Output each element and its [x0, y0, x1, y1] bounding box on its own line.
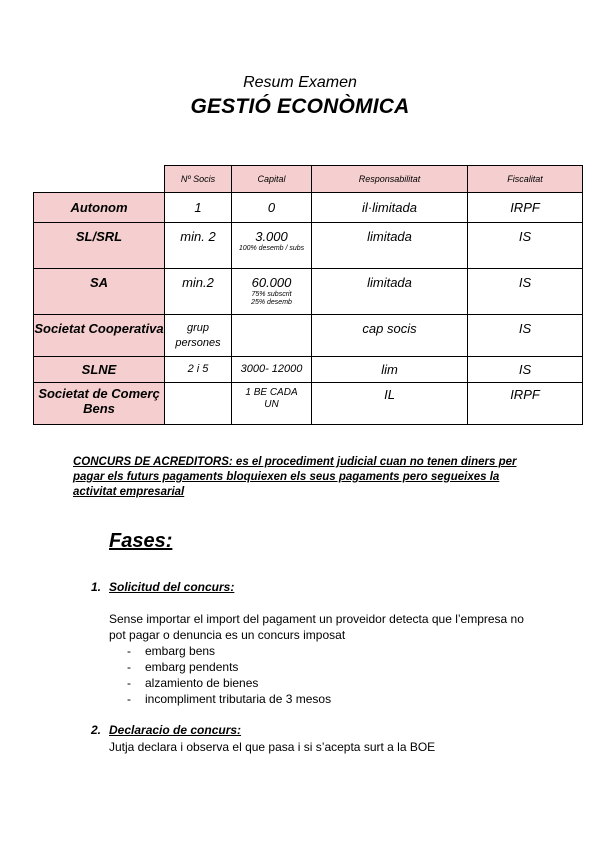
- step-1-bullets: [127, 643, 331, 707]
- row-header: SLNE: [34, 357, 165, 383]
- concurs-definition: CONCURS DE ACREDITORS: es el procediment judicial cuan no tenen diners per pagar els futurs pagaments bloquiexen els seus pagaments pero segueixes la activitat empresarial: [73, 456, 517, 498]
- list-item: - incompliment tributaria de 3 mesos: [127, 692, 332, 706]
- cell-capital: 0: [232, 193, 312, 223]
- page-title: GESTIÓ ECONÒMICA: [190, 95, 410, 118]
- cell-socis: min.2: [165, 269, 232, 315]
- step-2-title: [91, 723, 241, 737]
- step-1-text: Sense importar el import del pagament un proveidor detecta que l’empresa no pot pagar o denuncia es un concurs imposat: [109, 612, 524, 642]
- cell-socis: 2 i 5: [165, 357, 232, 383]
- step-2-text: Jutja declara i observa el que pasa i si s’acepta surt a la BOE: [109, 740, 436, 754]
- list-item: - embarg pendents: [127, 660, 239, 674]
- capital-value: 60.000: [251, 275, 292, 290]
- step-title-text: Solicitud del concurs:: [109, 580, 235, 594]
- cell-responsabilitat: cap socis: [312, 315, 468, 357]
- cell-responsabilitat: limitada: [312, 223, 468, 269]
- cell-fiscalitat: IS: [468, 223, 583, 269]
- list-item: - embarg bens: [127, 644, 216, 658]
- table-row: [34, 269, 583, 315]
- col-header-socis: Nº Socis: [165, 166, 232, 193]
- fases-heading: Fases:: [109, 530, 173, 552]
- cell-capital: [232, 269, 312, 315]
- capital-value: 3.000: [255, 229, 288, 244]
- cell-socis: min. 2: [165, 223, 232, 269]
- table-row: [34, 357, 583, 383]
- col-header-fiscalitat: Fiscalitat: [468, 166, 583, 193]
- cell-capital: 3000- 12000: [232, 357, 312, 383]
- table-row: [34, 193, 583, 223]
- step-title-text: Declaracio de concurs:: [109, 723, 242, 737]
- list-item: - alzamiento de bienes: [127, 676, 259, 690]
- cell-capital: [232, 315, 312, 357]
- cell-fiscalitat: IRPF: [468, 383, 583, 425]
- cell-fiscalitat: IRPF: [468, 193, 583, 223]
- page-subtitle: Resum Examen: [243, 74, 357, 91]
- table-corner: [34, 166, 165, 193]
- cell-socis: grup persones: [165, 315, 232, 357]
- table-row: [34, 223, 583, 269]
- col-header-capital: Capital: [232, 166, 312, 193]
- row-header: Autonom: [34, 193, 165, 223]
- bullet-text: embarg pendents: [145, 660, 239, 674]
- cell-responsabilitat: il·limitada: [312, 193, 468, 223]
- step-number: 1.: [91, 580, 102, 594]
- step-1-title: [91, 580, 234, 594]
- cell-responsabilitat: IL: [312, 383, 468, 425]
- bullet-text: incompliment tributaria de 3 mesos: [145, 692, 332, 706]
- company-types-table: [33, 165, 583, 425]
- bullet-text: embarg bens: [145, 644, 216, 658]
- cell-socis: 1: [165, 193, 232, 223]
- col-header-responsabilitat: Responsabilitat: [312, 166, 468, 193]
- cell-capital: 1 BE CADA UN: [232, 383, 312, 425]
- row-header: SA: [34, 269, 165, 315]
- cell-fiscalitat: IS: [468, 315, 583, 357]
- table-row: [34, 383, 583, 425]
- row-header: Societat Cooperativa: [34, 315, 165, 357]
- bullet-text: alzamiento de bienes: [145, 676, 259, 690]
- table-row: [34, 315, 583, 357]
- cell-socis: [165, 383, 232, 425]
- cell-capital: [232, 223, 312, 269]
- step-number: 2.: [91, 723, 102, 737]
- capital-note: 100% desemb / subs: [238, 245, 305, 252]
- cell-fiscalitat: IS: [468, 357, 583, 383]
- cell-fiscalitat: IS: [468, 269, 583, 315]
- table-header-row: [34, 166, 583, 193]
- row-header: SL/SRL: [34, 223, 165, 269]
- cell-responsabilitat: limitada: [312, 269, 468, 315]
- row-header: Societat de Comerç Bens: [34, 383, 165, 425]
- cell-responsabilitat: lim: [312, 357, 468, 383]
- capital-note: 75% subscrit 25% desemb: [251, 291, 292, 306]
